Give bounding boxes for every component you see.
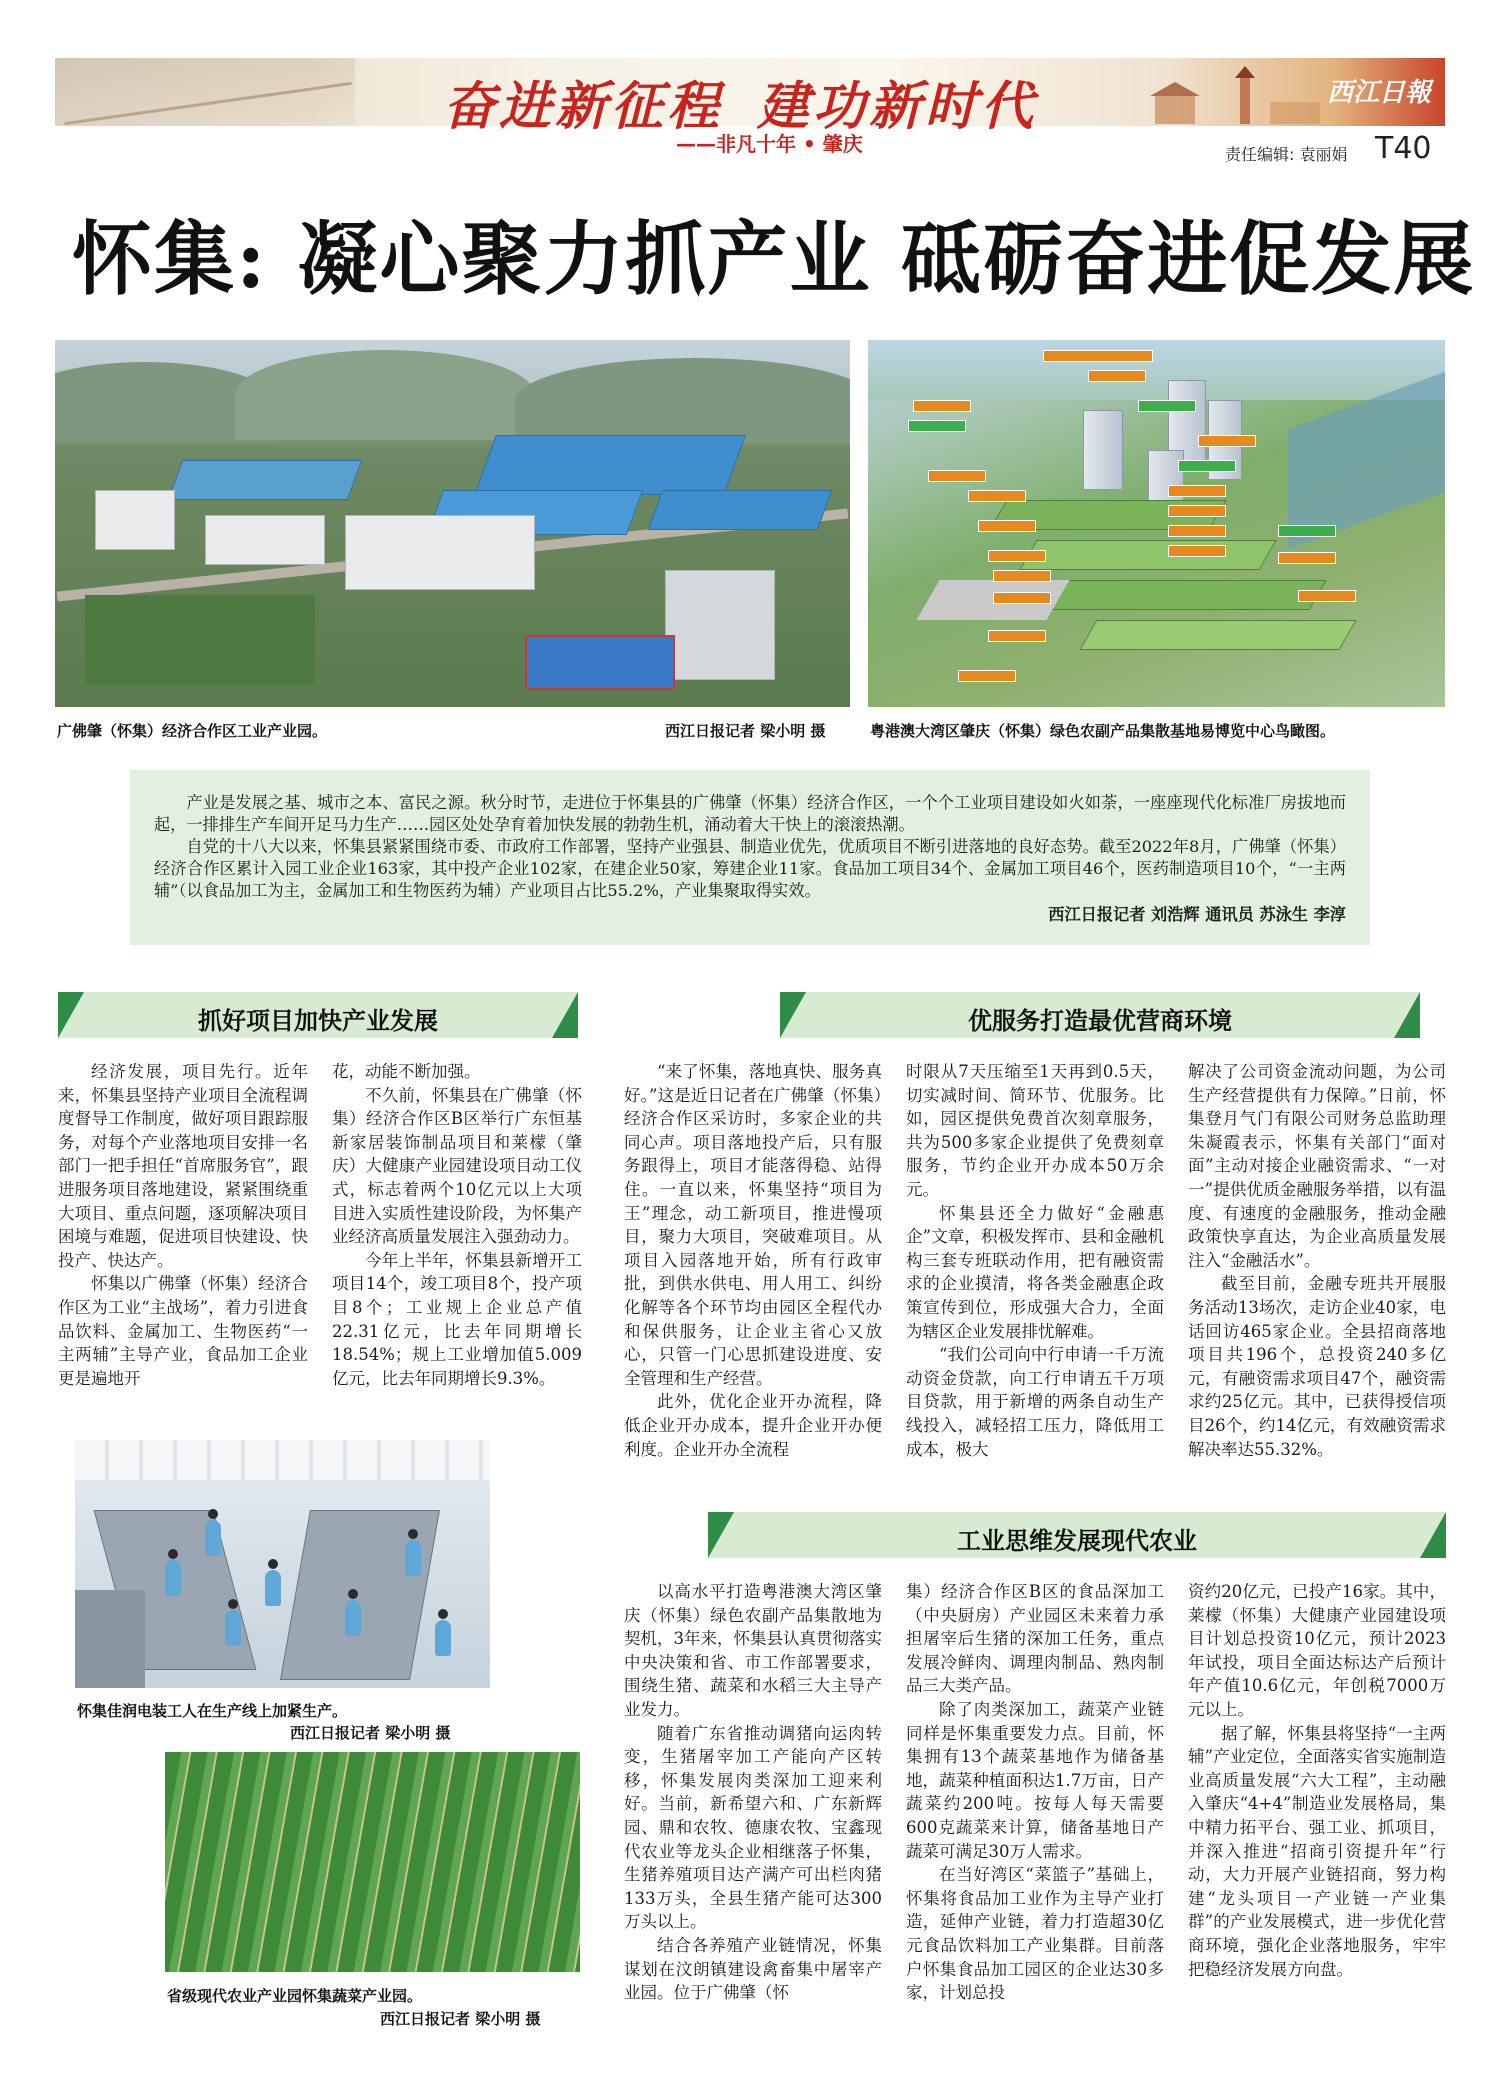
article-column-2 bbox=[332, 1060, 582, 1440]
section-1-right-triangle bbox=[552, 992, 578, 1038]
article-column-6 bbox=[624, 1580, 882, 2050]
col7-paragraph-3: 在当好湾区“菜篮子”基础上，怀集将食品加工业作为主导产业打造，延伸产业链，着力打造超30亿元食品饮料加工产业集群。目前落户怀集食品加工园区的企业达30多家，计划总投 bbox=[906, 1865, 1164, 2003]
section-header-1 bbox=[58, 992, 578, 1038]
photo3-caption: 怀集佳润电装工人在生产线上加紧生产。 bbox=[77, 1702, 348, 1720]
great-wall-illustration bbox=[55, 58, 355, 126]
photo4-caption: 省级现代农业产业园怀集蔬菜产业园。 bbox=[167, 1987, 423, 2005]
summary-paragraph-1: 产业是发展之基、城市之本、富民之源。秋分时节，走进位于怀集县的广佛肇（怀集）经济合作区，一个个工业项目建设如火如荼，一座座现代化标准厂房拔地而起，一排排生产车间开足马力生产……园区处处孕育着加快发展的勃勃生机，涌动着大干快上的滚滚热潮。 bbox=[154, 793, 1346, 834]
pagoda-skyline-illustration bbox=[1145, 66, 1325, 124]
section-header-3 bbox=[708, 1512, 1446, 1558]
section-3-right-triangle bbox=[1420, 1512, 1446, 1558]
col4-paragraph-3: “我们公司向中行申请一千万流动资金贷款，向工行申请五千万项目贷款，用于新增的两条自动生产线投入，减轻招工压力，降低用工成本，极大 bbox=[906, 1345, 1164, 1459]
col6-paragraph-1: 以高水平打造粤港澳大湾区肇庆（怀集）绿色农副产品集散地为契机，3年来，怀集县认真贯彻落实中央决策和省、市工作部署要求，围绕生猪、蔬菜和水稻三大主导产业发力。 bbox=[624, 1582, 882, 1719]
col4-paragraph-2: 怀集县还全力做好“金融惠企”文章，积极发挥市、县和金融机构三套专班联动作用，把有融资需求的企业摸清，将各类金融惠企政策宣传到位，形成强大合力，全面为辖区企业发展排忧解难。 bbox=[906, 1203, 1164, 1341]
sub-slogan: ——非凡十年 • 肇庆 bbox=[676, 132, 863, 156]
col4-paragraph-1: 时限从7天压缩至1天再到0.5天，切实减时间、简环节、优服务。比如，园区提供免费首次刻章服务，共为500多家企业提供了免费刻章服务，节约企业开办成本50万余元。 bbox=[906, 1062, 1164, 1199]
photo1-credit: 西江日报记者 梁小明 摄 bbox=[665, 722, 826, 740]
photo3-credit: 西江日报记者 梁小明 摄 bbox=[290, 1724, 451, 1742]
article-column-7 bbox=[906, 1580, 1164, 2050]
photo2-caption: 粤港澳大湾区肇庆（怀集）绿色农副产品集散基地易博览中心鸟瞰图。 bbox=[870, 722, 1336, 740]
col7-paragraph-2: 除了肉类深加工，蔬菜产业链同样是怀集重要发力点。目前，怀集拥有13个蔬菜基地作为储备基地，蔬菜种植面积达1.7万亩，日产蔬菜约200吨。按每人每天需要600克蔬菜来计算，储备基地日产蔬菜可满足30万人需求。 bbox=[906, 1699, 1164, 1861]
col2-paragraph-3: 今年上半年，怀集县新增开工项目14个，竣工项目8个，投产项目8个；工业规上企业总产值22.31亿元，比去年同期增长18.54%；规上工业增加值5.009亿元，比去年同期增长9.3%。 bbox=[332, 1250, 582, 1388]
page-headline: 怀集: 凝心聚力抓产业 砥砺奋进促发展 bbox=[72, 212, 1476, 306]
production-line-workers-photo bbox=[75, 1440, 490, 1688]
col2-paragraph-2: 不久前，怀集县在广佛肇（怀集）经济合作区B区举行广东恒基新家居装饰制品项目和莱檬（肇庆）大健康产业园建设项目动工仪式，标志着两个10亿元以上大项目进入实质性建设阶段，为怀集产业经济高质量发展注入强劲动力。 bbox=[332, 1085, 582, 1247]
section-header-2 bbox=[780, 992, 1420, 1038]
article-column-1 bbox=[58, 1060, 308, 1440]
article-column-5 bbox=[1188, 1060, 1446, 1500]
summary-byline: 西江日报记者 刘浩辉 通讯员 苏泳生 李淳 bbox=[1048, 905, 1346, 924]
section-1-left-triangle bbox=[58, 992, 84, 1038]
lead-summary-box bbox=[130, 770, 1370, 945]
col6-paragraph-3: 结合各养殖产业链情况，怀集谋划在汶朗镇建设禽畜集中屠宰产业园。位于广佛肇（怀 bbox=[624, 1935, 882, 2003]
col8-paragraph-2: 据了解，怀集县将坚持“一主两辅”产业定位，全面落实省实施制造业高质量发展“六大工程”，主动融入肇庆“4+4”制造业发展格局，集中精力拓平台、强工业、抓项目，并深入推进“招商引资提升年”行动，大力开展产业链招商，努力构建“龙头项目一产业链一产业集群”的产业发展模式，进一步优化营商环境，强化企业落地服务，牢牢把稳经济发展方向盘。 bbox=[1188, 1723, 1446, 1979]
section-title-3: 工业思维发展现代农业 bbox=[957, 1527, 1197, 1555]
article-column-4 bbox=[906, 1060, 1164, 1500]
article-column-3 bbox=[624, 1060, 882, 1500]
section-3-left-triangle bbox=[708, 1512, 734, 1558]
article-column-8 bbox=[1188, 1580, 1446, 2050]
col6-paragraph-2: 随着广东省推动调猪向运肉转变，生猪屠宰加工产能向产区转移，怀集发展肉类深加工迎来利好。当前，新希望六和、广东新辉园、鼎和农牧、德康农牧、宝鑫现代农业等龙头企业相继落子怀集，生猪养殖项目达产满产可出栏肉猪133万头，全县生猪产能可达300万头以上。 bbox=[624, 1723, 882, 1932]
col5-paragraph-2: 截至目前，金融专班共开展服务活动13场次，走访企业40家，电话回访465家企业。全县招商落地项目共196个，总投资240多亿元，有融资需求项目47个，融资需求约25亿元。其中，已获得授信项目26个，约14亿元，有效融资需求解决率达55.32%。 bbox=[1188, 1274, 1446, 1459]
industrial-park-aerial-photo bbox=[55, 340, 850, 707]
section-title-2: 优服务打造最优营商环境 bbox=[968, 1007, 1232, 1035]
col2-paragraph-1: 花，动能不断加强。 bbox=[332, 1062, 481, 1081]
col7-paragraph-1: 集）经济合作区B区的食品深加工（中央厨房）产业园区未来着力承担屠宰后生猪的深加工任务，重点发展冷鲜肉、调理肉制品、熟肉制品三大类产品。 bbox=[906, 1582, 1164, 1696]
page-number: T40 bbox=[1375, 131, 1432, 166]
responsible-editor: 责任编辑: 袁丽娟 bbox=[1225, 145, 1348, 164]
col1-paragraph-1: 经济发展，项目先行。近年来，怀集县坚持产业项目全流程调度督导工作制度，做好项目跟踪服务，对每个产业落地项目安排一名部门一把手担任“首席服务官”，跟进服务项目落地建设，紧紧围绕重大项目、重点问题，逐项解决项目困境与难题，促进项目快建设、快投产、快达产。 bbox=[58, 1062, 308, 1270]
photo1-caption: 广佛肇（怀集）经济合作区工业产业园。 bbox=[57, 722, 328, 740]
section-2-right-triangle bbox=[1394, 992, 1420, 1038]
slogan-part-1: 奋进新征程 bbox=[443, 77, 724, 137]
slogan-part-2: 建功新时代 bbox=[757, 77, 1038, 137]
masthead-banner bbox=[55, 58, 1445, 137]
col3-paragraph-1: “来了怀集，落地真快、服务真好。”这是近日记者在广佛肇（怀集）经济合作区采访时，多家企业的共同心声。项目落地投产后，只有服务跟得上，项目才能落得稳、站得住。一直以来，怀集坚持“项目为王”理念，动工新项目，推进慢项目，聚力大项目，突破难项目。从项目入园落地开始，所有行政审批，到供水供电、用人用工、纠纷化解等各个环节均由园区全程代办和保供服务，让企业主省心又放心，只管一门心思抓建设进度、安全管理和生产经营。 bbox=[624, 1062, 882, 1388]
photo4-credit: 西江日报记者 梁小明 摄 bbox=[380, 2010, 541, 2028]
vegetable-farm-photo bbox=[165, 1752, 580, 1972]
col5-paragraph-1: 解决了公司资金流动问题，为公司生产经营提供有力保障。”日前，怀集登月气门有限公司财务总监助理朱凝霞表示，怀集有关部门“面对面”主动对接企业融资需求、“一对一”提供优质金融服务举措，以有温度、有速度的金融服务，推动金融政策快享直达，为企业高质量发展注入“金融活水”。 bbox=[1188, 1062, 1446, 1270]
col3-paragraph-2: 此外，优化企业开办流程，降低企业开办成本，提升企业开办便利度。企业开办全流程 bbox=[624, 1392, 882, 1459]
col1-paragraph-2: 怀集以广佛肇（怀集）经济合作区为工业“主战场”，着力引进食品饮料、金属加工、生物医药“一主两辅”主导产业，食品加工企业更是遍地开 bbox=[58, 1274, 308, 1388]
newspaper-logo: 西江日報 bbox=[1326, 78, 1431, 108]
summary-paragraph-2: 自党的十八大以来，怀集县紧紧围绕市委、市政府工作部署，坚持产业强县、制造业优先，优质项目不断引进落地的良好态势。截至2022年8月，广佛肇（怀集）经济合作区累计入园工业企业163家，其中投产企业102家，在建企业50家，筹建企业11家。食品加工项目34个、金属加工项目46个，医药制造项目10个，“一主两辅”（以食品加工为主，金属加工和生物医药为辅）产业项目占比55.2%，产业集聚取得实效。 bbox=[154, 837, 1346, 900]
section-2-left-triangle bbox=[780, 992, 806, 1038]
section-title-1: 抓好项目加快产业发展 bbox=[198, 1007, 438, 1035]
col8-paragraph-1: 资约20亿元，已投产16家。其中，莱檬（怀集）大健康产业园建设项目计划总投资10亿元，预计2023年试投，项目全面达标达产后预计年产值10.6亿元，年创税7000万元以上。 bbox=[1188, 1582, 1446, 1719]
expo-center-rendering-photo bbox=[868, 340, 1445, 707]
